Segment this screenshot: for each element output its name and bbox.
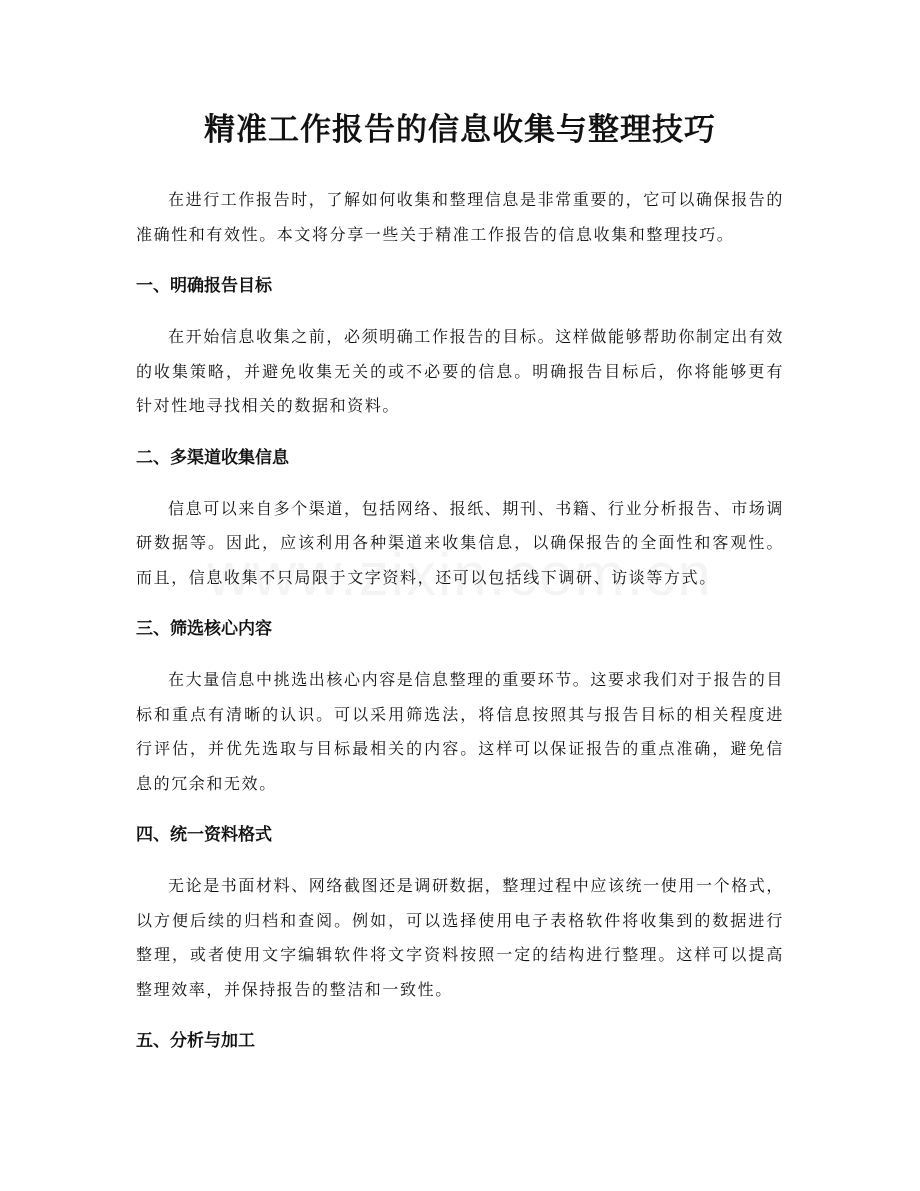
section-heading-1: 一、明确报告目标 bbox=[136, 276, 272, 296]
section-heading-3: 三、筛选核心内容 bbox=[136, 619, 272, 639]
intro-paragraph: 在进行工作报告时，了解如何收集和整理信息是非常重要的，它可以确保报告的准确性和有效性。本文将分享一些关于精准工作报告的信息收集和整理技巧。 bbox=[136, 190, 785, 244]
section-paragraph-2: 信息可以来自多个渠道，包括网络、报纸、期刊、书籍、行业分析报告、市场调研数据等。因此，应该利用各种渠道来收集信息，以确保报告的全面性和客观性。而且，信息收集不只局限于文字资料，还可以包括线下调研、访谈等方式。 bbox=[136, 498, 785, 587]
document-body bbox=[136, 183, 784, 1075]
section-paragraph-1: 在开始信息收集之前，必须明确工作报告的目标。这样做能够帮助你制定出有效的收集策略，并避免收集无关的或不必要的信息。明确报告目标后，你将能够更有针对性地寻找相关的数据和资料。 bbox=[136, 327, 785, 415]
section-heading-2: 二、多渠道收集信息 bbox=[136, 447, 289, 468]
section-heading-5: 五、分析与加工 bbox=[136, 1031, 255, 1051]
page-title: 精准工作报告的信息收集与整理技巧 bbox=[204, 112, 716, 148]
section-paragraph-4: 无论是书面材料、网络截图还是调研数据，整理过程中应该统一使用一个格式，以方便后续的归档和查阅。例如，可以选择使用电子表格软件将收集到的数据进行整理，或者使用文字编辑软件将文字资料按照一定的结构进行整理。这样可以提高整理效率，并保持报告的整洁和一致性。 bbox=[136, 876, 785, 999]
section-heading-4: 四、统一资料格式 bbox=[136, 825, 272, 845]
section-paragraph-3: 在大量信息中挑选出核心内容是信息整理的重要环节。这要求我们对于报告的目标和重点有清晰的认识。可以采用筛选法，将信息按照其与报告目标的相关程度进行评估，并优先选取与目标最相关的内容。这样可以保证报告的重点准确，避免信息的冗余和无效。 bbox=[136, 670, 785, 793]
